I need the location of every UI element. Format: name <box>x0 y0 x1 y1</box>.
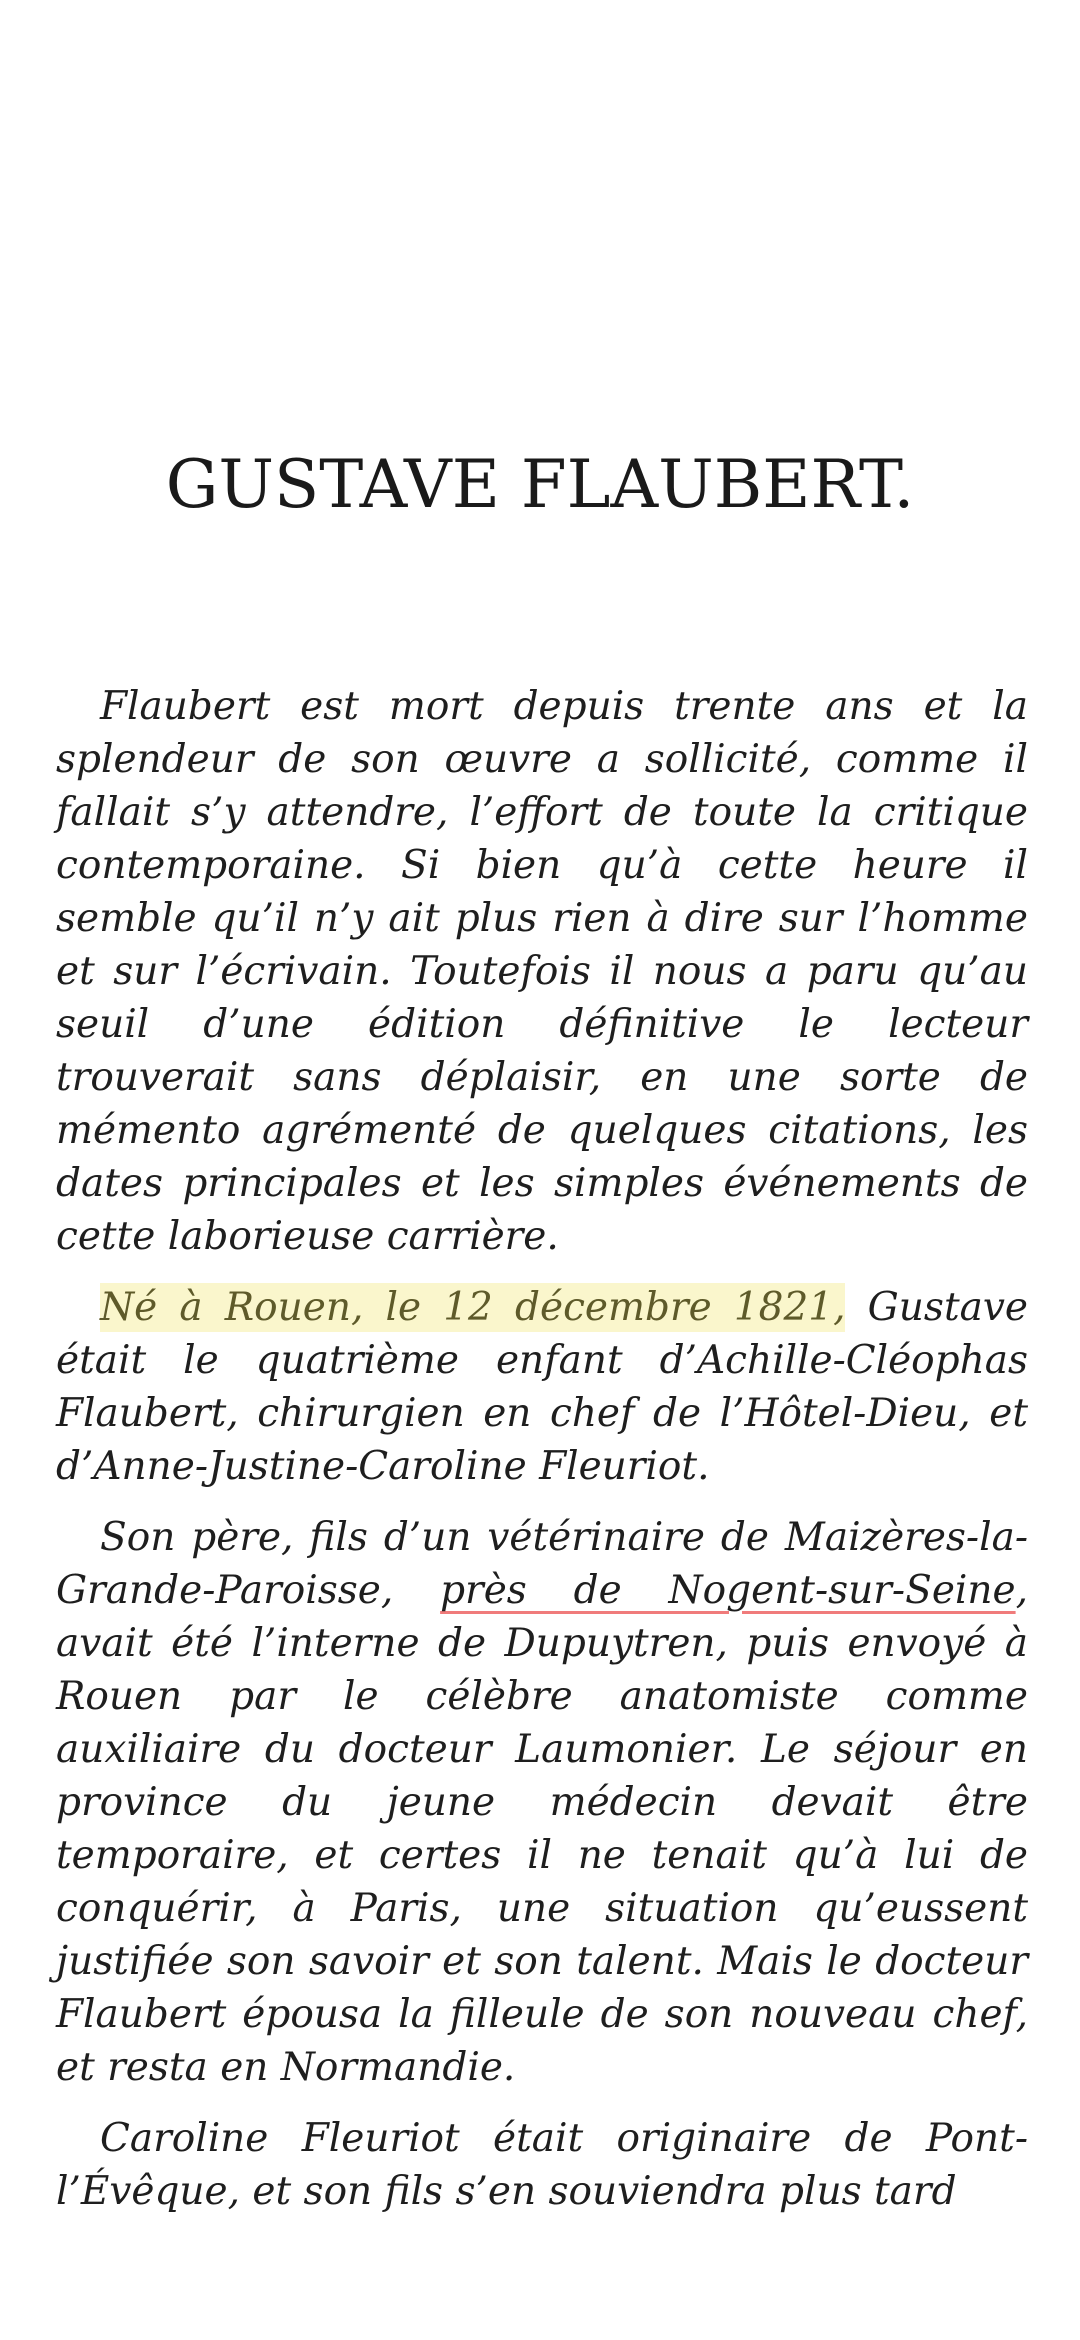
paragraph-4[interactable]: Caroline Fleuriot était originaire de Pont-l’Évêque, et son fils s’en souviendra plus tard <box>56 2116 1028 2214</box>
paragraph-2-text: Gustave était le quatrième enfant d’Achille-Cléophas Flaubert, chirurgien en chef de l’Hôtel-Dieu, et d’Anne-Justine-Caroline Fleuriot. <box>56 1285 1028 1489</box>
chapter-title: GUSTAVE FLAUBERT. <box>165 446 915 523</box>
text-underline-annotation[interactable]: près de Nogent-sur-Seine <box>440 1568 1016 1613</box>
paragraph-2[interactable] <box>56 1281 1028 1493</box>
paragraph-3[interactable] <box>56 1511 1028 2094</box>
paragraph-3-text-end: , avait été l’interne de Dupuytren, puis envoyé à Rouen par le célèbre anatomiste comme auxiliaire du docteur Laumonier. Le séjour en province du jeune médecin devait être temporaire, et certes il ne tenait qu’à lui de conquérir, à Paris, une situation qu’eussent justifiée son savoir et son talent. Mais le docteur Flaubert épousa la filleule de son nouveau chef, et resta en Normandie. <box>56 1568 1028 2090</box>
paragraph-3-text-start: Son père, fils d’un vétérinaire de Maizères-la-Grande-Paroisse, <box>56 1515 1028 1613</box>
book-text <box>56 680 1028 2236</box>
text-highlight[interactable]: Né à Rouen, le 12 décembre 1821, <box>100 1285 846 1330</box>
paragraph-1[interactable]: Flaubert est mort depuis trente ans et la splendeur de son œuvre a sollicité, comme il fallait s’y attendre, l’effort de toute la critique contemporaine. Si bien qu’à cette heure il semble qu’il n’y ait plus rien à dire sur l’homme et sur l’écrivain. Toutefois il nous a paru qu’au seuil d’une édition définitive le lecteur trouverait sans déplaisir, en une sorte de mémento agrémenté de quelques citations, les dates principales et les simples événements de cette laborieuse carrière. <box>56 684 1028 1259</box>
